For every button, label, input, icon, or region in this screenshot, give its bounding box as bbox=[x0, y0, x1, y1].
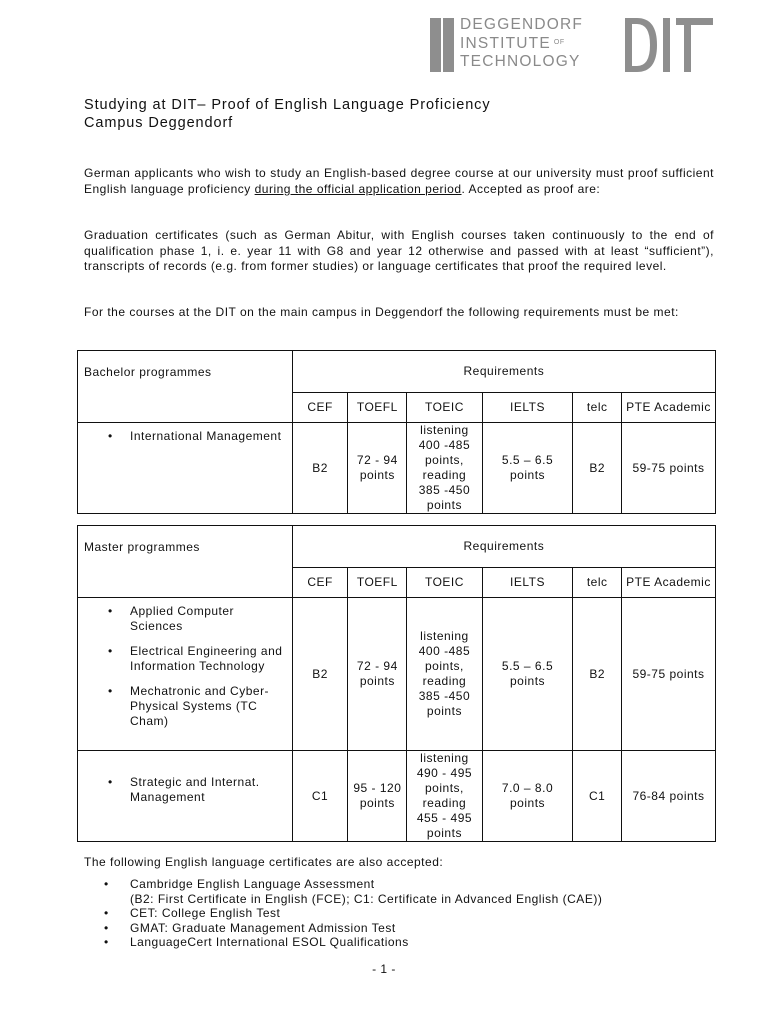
page-title bbox=[84, 96, 490, 132]
toefl-cell: 95 - 120 points bbox=[348, 751, 407, 842]
certificate-name: Cambridge English Language Assessment bbox=[130, 877, 375, 891]
list-item: • GMAT: Graduate Management Admission Test bbox=[84, 921, 714, 936]
pte-cell: 59-75 points bbox=[621, 598, 715, 751]
column-header-cef: CEF bbox=[292, 568, 348, 598]
intro-paragraph bbox=[84, 166, 714, 197]
logo-line-1: DEGGENDORF bbox=[460, 16, 584, 33]
cef-cell: B2 bbox=[292, 423, 348, 514]
column-header-cef: CEF bbox=[292, 393, 348, 423]
logo-bar-right bbox=[443, 18, 454, 72]
column-header-ielts: IELTS bbox=[482, 393, 573, 423]
courses-paragraph: For the courses at the DIT on the main campus in Deggendorf the following requirements must be met: bbox=[84, 305, 679, 319]
master-requirements-table bbox=[77, 525, 716, 842]
toefl-cell: 72 - 94 points bbox=[348, 423, 407, 514]
list-item: • Applied Computer Sciences bbox=[130, 604, 288, 634]
ielts-cell: 5.5 – 6.5 points bbox=[482, 423, 573, 514]
bachelor-requirements-table bbox=[77, 350, 716, 514]
telc-cell: C1 bbox=[573, 751, 622, 842]
list-item: • International Management bbox=[130, 429, 288, 444]
programme-list bbox=[78, 423, 293, 514]
list-item: • LanguageCert International ESOL Qualifications bbox=[84, 935, 714, 950]
logo-of: OF bbox=[553, 39, 565, 46]
pte-cell: 59-75 points bbox=[621, 423, 715, 514]
intro-underlined: during the official application period bbox=[254, 181, 462, 196]
logo-wordmark bbox=[460, 16, 620, 71]
column-header-telc: telc bbox=[573, 393, 622, 423]
graduation-paragraph: Graduation certificates (such as German Abitur, with English courses taken continuously to the end of qualification phase 1, i. e. year 11 with G8 and year 12 otherwise and passed with at least “sufficient”), transcripts of records (e.g. from former studies) or language certificates that proof the required level. bbox=[84, 228, 714, 273]
dit-logo bbox=[430, 18, 715, 72]
page-number: - 1 - bbox=[372, 962, 396, 976]
logo-bar-left bbox=[430, 18, 441, 72]
column-header-ielts: IELTS bbox=[482, 568, 573, 598]
column-header-toeic: TOEIC bbox=[407, 393, 482, 423]
list-item: • Mechatronic and Cyber-Physical Systems (TC Cham) bbox=[130, 684, 288, 729]
column-header-toefl: TOEFL bbox=[348, 393, 407, 423]
bachelor-heading: Bachelor programmes bbox=[78, 351, 293, 423]
programme-list bbox=[78, 598, 293, 751]
cef-cell: B2 bbox=[292, 598, 348, 751]
requirements-header: Requirements bbox=[292, 526, 715, 568]
column-header-toeic: TOEIC bbox=[407, 568, 482, 598]
telc-cell: B2 bbox=[573, 598, 622, 751]
certificates-list bbox=[84, 877, 714, 950]
list-item: • Electrical Engineering and Information Technology bbox=[130, 644, 288, 674]
toefl-cell: 72 - 94 points bbox=[348, 598, 407, 751]
table-row bbox=[78, 423, 716, 514]
telc-cell: B2 bbox=[573, 423, 622, 514]
dit-monogram-icon bbox=[623, 18, 715, 72]
logo-line-3: TECHNOLOGY bbox=[460, 53, 581, 70]
list-item: • Strategic and Internat. Management bbox=[130, 775, 288, 805]
toeic-cell: listening 400 -485 points, reading 385 -450 points bbox=[407, 423, 482, 514]
logo-line-2: INSTITUTE bbox=[460, 35, 551, 52]
column-header-toefl: TOEFL bbox=[348, 568, 407, 598]
ielts-cell: 7.0 – 8.0 points bbox=[482, 751, 573, 842]
list-item bbox=[84, 877, 714, 906]
title-line-2: Campus Deggendorf bbox=[84, 115, 234, 131]
table-row bbox=[78, 598, 716, 751]
column-header-pte: PTE Academic bbox=[621, 393, 715, 423]
column-header-telc: telc bbox=[573, 568, 622, 598]
certificates-lead: The following English language certificates are also accepted: bbox=[84, 855, 444, 869]
list-item: • CET: College English Test bbox=[84, 906, 714, 921]
master-heading: Master programmes bbox=[78, 526, 293, 598]
title-line-1: Studying at DIT– Proof of English Language Proficiency bbox=[84, 97, 491, 113]
toeic-cell: listening 400 -485 points, reading 385 -450 points bbox=[407, 598, 482, 751]
programme-list bbox=[78, 751, 293, 842]
table-row bbox=[78, 751, 716, 842]
certificate-detail: (B2: First Certificate in English (FCE); C1: Certificate in Advanced English (CAE)) bbox=[130, 891, 603, 906]
toeic-cell: listening 490 - 495 points, reading 455 - 495 points bbox=[407, 751, 482, 842]
column-header-pte: PTE Academic bbox=[621, 568, 715, 598]
requirements-header: Requirements bbox=[292, 351, 715, 393]
intro-text: German applicants who wish to study an English-based degree course at our university must proof sufficient English language proficiency bbox=[84, 166, 714, 196]
ielts-cell: 5.5 – 6.5 points bbox=[482, 598, 573, 751]
cef-cell: C1 bbox=[292, 751, 348, 842]
pte-cell: 76-84 points bbox=[621, 751, 715, 842]
intro-text-end: . Accepted as proof are: bbox=[461, 181, 601, 196]
